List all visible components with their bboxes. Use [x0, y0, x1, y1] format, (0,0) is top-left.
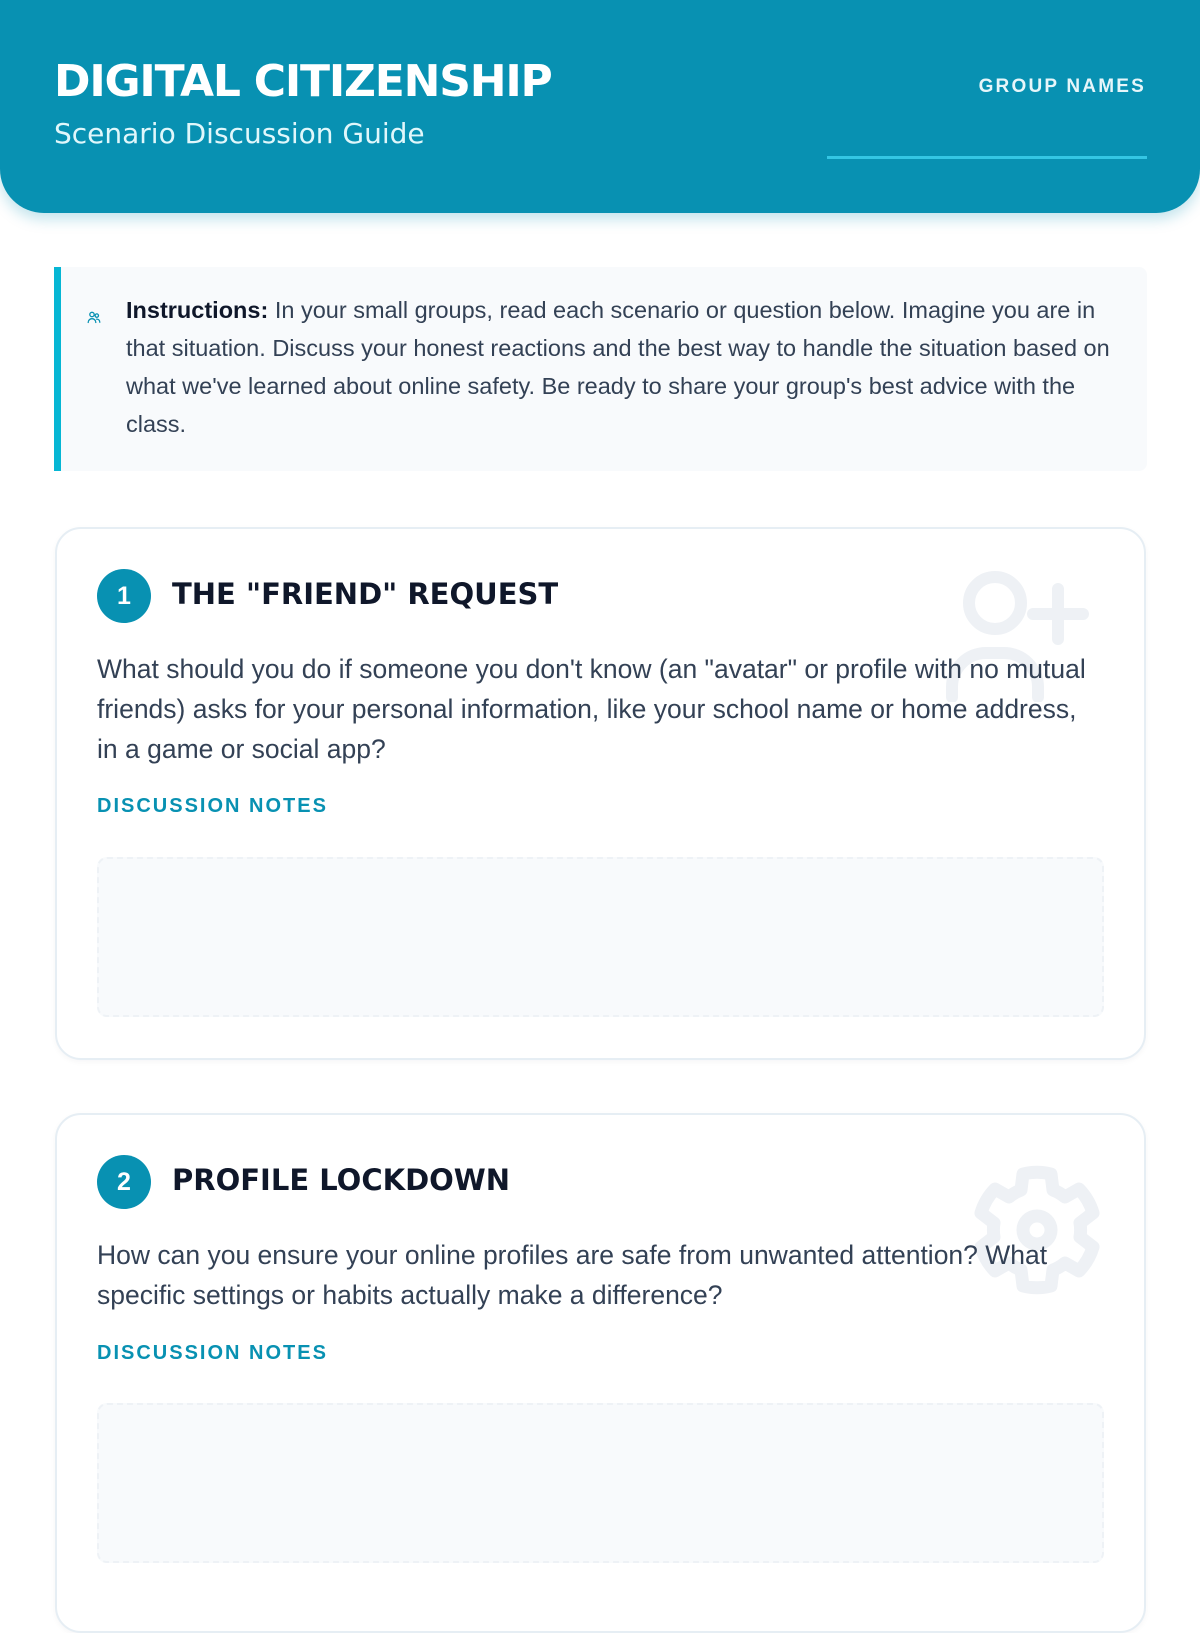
page-subtitle: Scenario Discussion Guide: [54, 117, 425, 150]
instructions-body: In your small groups, read each scenario or question below. Imagine you are in that situation. Discuss your honest reactions and the best way to handle the situation based on what we've learned about online safety. Be ready to share your group's best advice with the class.: [126, 297, 1110, 437]
instructions-lead: Instructions:: [126, 297, 269, 323]
scenario-number: 1: [97, 569, 151, 623]
scenario-card: [55, 1113, 1146, 1633]
instructions-box: [54, 267, 1147, 471]
users-icon: [87, 310, 101, 329]
discussion-notes-box[interactable]: [97, 1403, 1104, 1563]
instructions-text: [126, 291, 1121, 443]
scenario-number: 2: [97, 1155, 151, 1209]
scenario-title: THE "FRIEND" REQUEST: [172, 577, 559, 611]
discussion-notes-box[interactable]: [97, 857, 1104, 1017]
scenario-title: PROFILE LOCKDOWN: [172, 1163, 511, 1197]
discussion-notes-label: DISCUSSION NOTES: [97, 795, 328, 817]
page-header: [0, 0, 1200, 213]
scenario-question: How can you ensure your online profiles are safe from unwanted attention? What specific settings or habits actually make a difference?: [97, 1240, 1048, 1310]
scenario-card: [55, 527, 1146, 1060]
group-names-field[interactable]: [827, 156, 1147, 159]
scenario-question: What should you do if someone you don't know (an "avatar" or profile with no mutual friends) asks for your personal information, like your school name or home address, in a game or social app?: [97, 654, 1086, 764]
page-title: DIGITAL CITIZENSHIP: [54, 56, 552, 107]
discussion-notes-label: DISCUSSION NOTES: [97, 1342, 328, 1364]
group-names-label: GROUP NAMES: [978, 76, 1146, 97]
